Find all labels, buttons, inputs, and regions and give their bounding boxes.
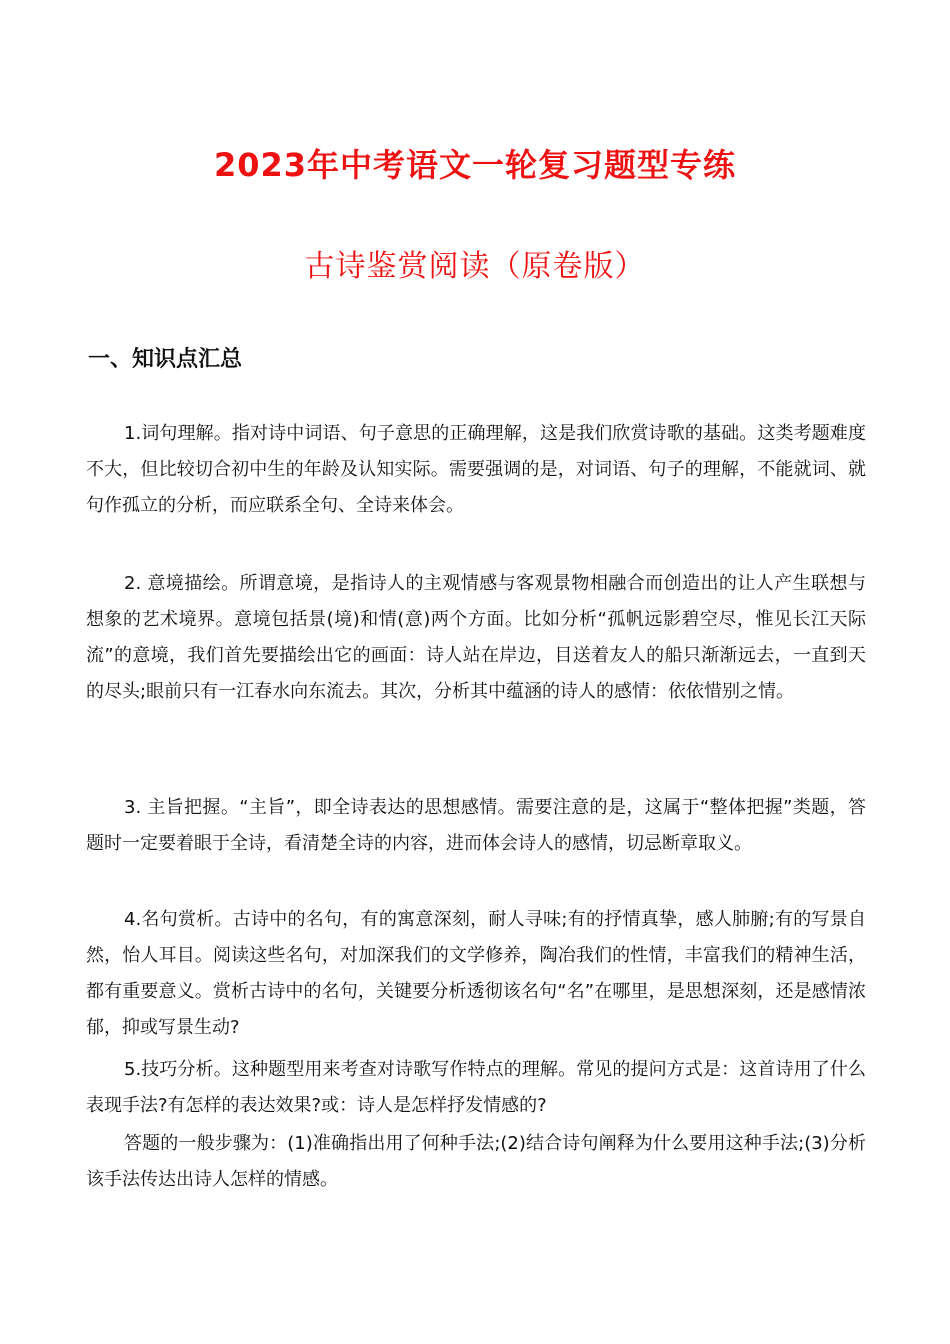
paragraph-theme-grasp: 3. 主旨把握。“主旨”，即全诗表达的思想感情。需要注意的是，这属于“整体把握”类题，答题时一定要着眼于全诗，看清楚全诗的内容，进而体会诗人的感情，切忌断章取义。: [86, 797, 866, 854]
paragraph-famous-lines: 4.名句赏析。古诗中的名句，有的寓意深刻，耐人寻味;有的抒情真挚，感人肺腑;有的写景自然，怡人耳目。阅读这些名句，对加深我们的文学修养，陶冶我们的性情，丰富我们的精神生活，都有重要意义。赏析古诗中的名句，关键要分析透彻该名句“名”在哪里，是思想深刻，还是感情浓郁，抑或写景生动?: [86, 909, 866, 1038]
paragraph-word-sentence-understanding: 1.词句理解。指对诗中词语、句子意思的正确理解，这是我们欣赏诗歌的基础。这类考题难度不大，但比较切合初中生的年龄及认知实际。需要强调的是，对词语、句子的理解，不能就词、就句作孤立的分析，而应联系全句、全诗来体会。: [86, 423, 866, 516]
paragraph-technique-analysis: 5.技巧分析。这种题型用来考查对诗歌写作特点的理解。常见的提问方式是：这首诗用了什么表现手法?有怎样的表达效果?或：诗人是怎样抒发情感的?: [86, 1059, 866, 1116]
document-subtitle: 古诗鉴赏阅读（原卷版）: [304, 249, 646, 284]
paragraph-artistic-conception: 2. 意境描绘。所谓意境，是指诗人的主观情感与客观景物相融合而创造出的让人产生联想与想象的艺术境界。意境包括景(境)和情(意)两个方面。比如分析“孤帆远影碧空尽，惟见长江天际流”的意境，我们首先要描绘出它的画面：诗人站在岸边，目送着友人的船只渐渐远去，一直到天的尽头;眼前只有一江春水向东流去。其次，分析其中蕴涵的诗人的感情：依依惜别之情。: [86, 573, 866, 702]
section-heading: 一、知识点汇总: [88, 347, 243, 372]
document-title: 2023年中考语文一轮复习题型专练: [213, 146, 737, 184]
paragraph-answer-steps: 答题的一般步骤为：(1)准确指出用了何种手法;(2)结合诗句阐释为什么要用这种手法;(3)分析该手法传达出诗人怎样的情感。: [86, 1133, 866, 1190]
